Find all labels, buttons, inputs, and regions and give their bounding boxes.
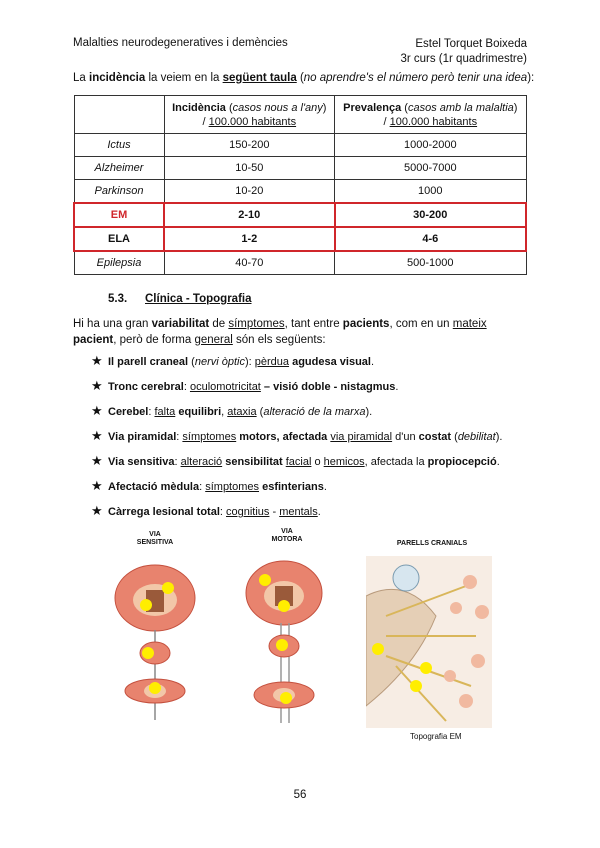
header-prevalence: Prevalença (casos amb la malaltia) / 100.000 habitants [335, 96, 526, 134]
star-icon: ★ [91, 503, 103, 518]
star-icon: ★ [91, 378, 103, 393]
table-corner [74, 96, 164, 134]
epidemiology-table [73, 95, 527, 275]
figure-motor-title: VIA MOTORA [271, 528, 303, 543]
header-author-name: Estel Torquet Boixeda [415, 38, 527, 50]
list-item: ★ Càrrega lesional total: cognitius - mentals. [91, 503, 321, 518]
sensory-pathway-figure [108, 550, 203, 730]
table-row: Epilepsia 40-70 500-1000 [74, 251, 526, 275]
star-icon: ★ [91, 353, 103, 368]
body-paragraph: Hi ha una gran variabilitat de símptomes, tant entre pacients, com en un mateix pacient, però de forma general són els següents: [73, 318, 487, 346]
header-title: Malalties neurodegeneratives i demències [73, 37, 288, 49]
star-icon: ★ [91, 428, 103, 443]
page-number: 56 [293, 789, 307, 801]
list-item: ★ Cerebel: falta equilibri, ataxia (alteració de la marxa). [91, 403, 373, 418]
header-author [400, 37, 527, 67]
list-item: ★ Via sensitiva: alteració sensibilitat facial o hemicos, afectada la propiocepció. [91, 453, 500, 468]
table-row: Alzheimer 10-50 5000-7000 [74, 157, 526, 180]
header-course: 3r curs (1r quadrimestre) [400, 53, 527, 65]
star-icon: ★ [91, 478, 103, 493]
intro-text: La incidència la veiem en la següent taula (no aprendre's el número però tenir una idea): [73, 72, 535, 84]
list-item: ★ Tronc cerebral: oculomotricitat – visió doble - nistagmus. [91, 378, 399, 393]
motor-pathway-figure [237, 548, 332, 738]
list-item: ★ Il parell craneal (nervi òptic): pèrdua agudesa visual. [91, 353, 375, 368]
cranial-nerves-figure [366, 556, 492, 728]
table-row-highlighted: ELA 1-2 4-6 [74, 227, 526, 251]
table-row: Parkinson 10-20 1000 [74, 180, 526, 204]
table-row: Ictus 150-200 1000-2000 [74, 134, 526, 157]
figure-caption: Topografia EM [410, 732, 462, 741]
figure-cranial-title: PARELLS CRANIALS [396, 540, 468, 547]
figure-sensory-title: VIA SENSITIVA [136, 531, 174, 546]
header-incidence: Incidència (casos nous a l'any) / 100.000 habitants [164, 96, 335, 134]
list-item: ★ Via piramidal: símptomes motors, afectada via piramidal d'un costat (debilitat). [91, 428, 503, 443]
star-icon: ★ [91, 453, 103, 468]
symptom-list [91, 353, 502, 528]
star-icon: ★ [91, 403, 103, 418]
table-row-highlighted: EM 2-10 30-200 [74, 203, 526, 227]
section-heading: 5.3. Clínica - Topografia [108, 293, 252, 305]
list-item: ★ Afectació mèdula: símptomes esfinterians. [91, 478, 327, 493]
